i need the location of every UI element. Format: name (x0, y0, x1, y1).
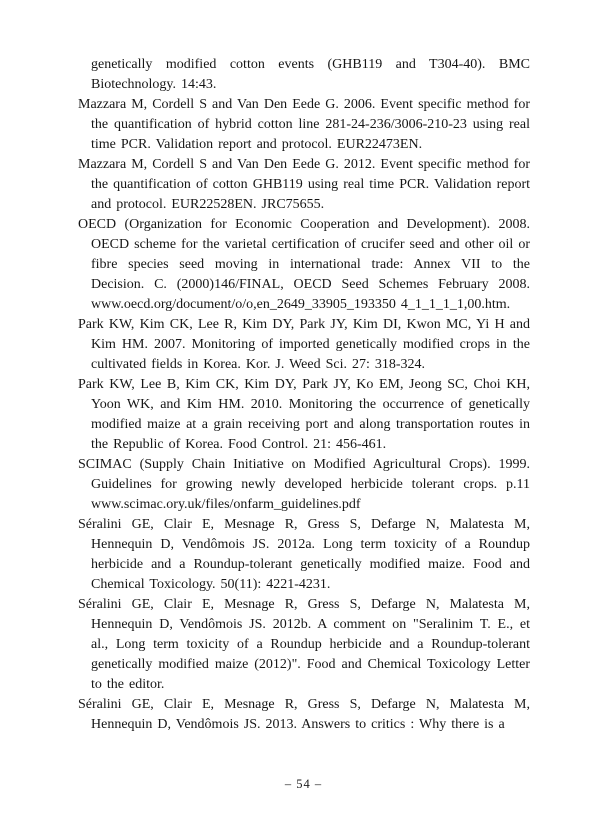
reference-entry: Séralini GE, Clair E, Mesnage R, Gress S, Defarge N, Malatesta M, Hennequin D, Vendômois JS. 2012a. Long term toxicity of a Roundup herbicide and a Roundup-tolerant genetically modified maize. Food and Chemical Toxicology. 50(11): 4221-4231. (78, 517, 530, 592)
reference-entry: OECD (Organization for Economic Cooperation and Development). 2008. OECD scheme for the varietal certification of crucifer seed and other oil or fibre species seed moving in international trade: Annex VII to the Decision. C. (2000)146/FINAL, OECD Seed Schemes February 2008. www.oecd.org/document/o/o,en_2649_33905_193350 4_1_1_1_1,00.htm. (78, 217, 530, 312)
reference-entry: Park KW, Kim CK, Lee R, Kim DY, Park JY, Kim DI, Kwon MC, Yi H and Kim HM. 2007. Monitoring of imported genetically modified crops in the cultivated fields in Korea. Kor. J. Weed Sci. 27: 318-324. (78, 317, 530, 372)
reference-entry: genetically modified cotton events (GHB119 and T304-40). BMC Biotechnology. 14:43. (91, 57, 530, 92)
reference-entry: Park KW, Lee B, Kim CK, Kim DY, Park JY, Ko EM, Jeong SC, Choi KH, Yoon WK, and Kim HM. 2010. Monitoring the occurrence of genetically modified maize at a grain receiving port and along transportation routes in the Republic of Korea. Food Control. 21: 456-461. (78, 377, 530, 452)
page-number: – 54 – (284, 777, 323, 791)
reference-entry: Mazzara M, Cordell S and Van Den Eede G. 2006. Event specific method for the quantification of hybrid cotton line 281-24-236/3006-210-23 using real time PCR. Validation report and protocol. EUR22473EN. (78, 97, 530, 152)
reference-entry: Séralini GE, Clair E, Mesnage R, Gress S, Defarge N, Malatesta M, Hennequin D, Vendômois JS. 2012b. A comment on "Seralinim T. E., et al., Long term toxicity of a Roundup herbicide and a Roundup-tolerant genetically modified maize (2012)". Food and Chemical Toxicology Letter to the editor. (78, 597, 530, 692)
reference-entry: Séralini GE, Clair E, Mesnage R, Gress S, Defarge N, Malatesta M, Hennequin D, Vendômois JS. 2013. Answers to critics : Why there is a (78, 697, 530, 732)
reference-entry: Mazzara M, Cordell S and Van Den Eede G. 2012. Event specific method for the quantification of cotton GHB119 using real time PCR. Validation report and protocol. EUR22528EN. JRC75655. (78, 157, 530, 212)
reference-entry: SCIMAC (Supply Chain Initiative on Modified Agricultural Crops). 1999. Guidelines for growing newly developed herbicide tolerant crops. p.11 www.scimac.ory.uk/files/onfarm_guidelines.pdf (78, 457, 530, 512)
references-list (78, 55, 530, 735)
